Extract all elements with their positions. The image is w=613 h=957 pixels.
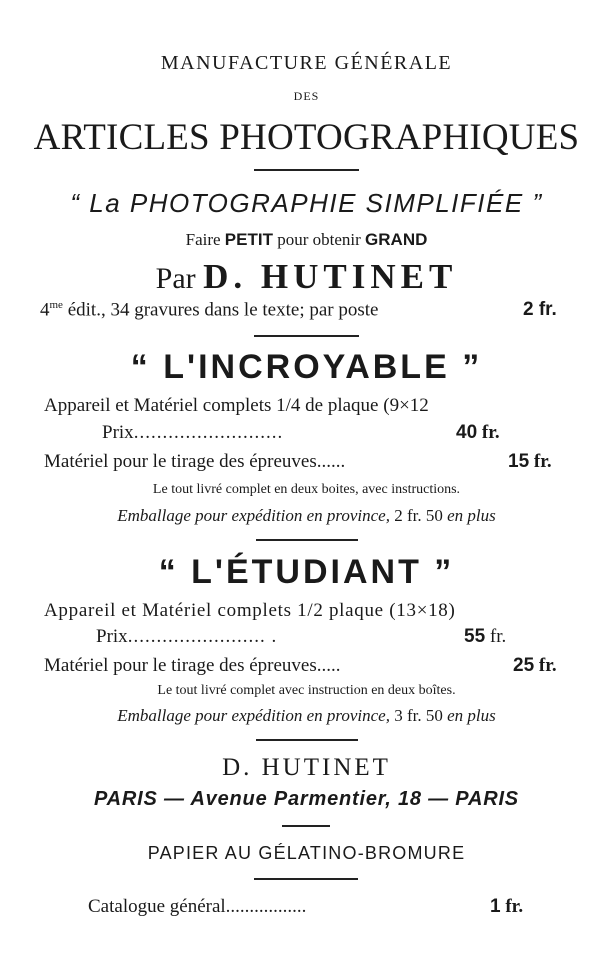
etudiant-tirage-label: Matériel pour le tirage des épreuves..... [44, 655, 341, 676]
edition-num: 4 [40, 299, 50, 321]
etudiant-ship-text: Emballage pour expédition en province, [117, 706, 390, 725]
divider [256, 739, 358, 741]
etudiant-ship-price: 3 fr. 50 [394, 706, 443, 725]
etudiant-prix-dots: ........................ . [127, 626, 278, 647]
incroyable-prix-unit: fr. [481, 422, 500, 443]
etudiant-tirage [513, 655, 557, 677]
incroyable-prix [456, 422, 500, 444]
incroyable-prix-label [102, 422, 283, 444]
book-price-value: 2 fr. [523, 299, 557, 320]
incroyable-title: “ L'INCROYABLE ” [130, 348, 483, 386]
book-quote-open: “ [70, 188, 81, 218]
catalogue-value: 1 [490, 896, 501, 917]
etudiant-prix-text: Prix [96, 626, 128, 647]
incroyable-ship-price: 2 fr. 50 [394, 506, 443, 525]
incroyable-ship-suffix: en plus [447, 506, 496, 525]
incroyable-tirage-value: 15 [508, 451, 530, 472]
book-edition [40, 299, 378, 321]
etudiant-prix-label [96, 626, 277, 648]
incroyable-note: Le tout livré complet en deux boites, avec instructions. [152, 482, 461, 497]
divider [256, 539, 358, 541]
catalogue-price [490, 896, 523, 918]
catalogue-unit: fr. [505, 896, 524, 917]
edition-sup: me [49, 299, 63, 311]
divider [282, 825, 330, 827]
book-title [0, 188, 613, 219]
edition-text: édit., 34 gravures dans le texte; par poste [67, 299, 379, 321]
header-title: ARTICLES PHOTOGRAPHIQUES [33, 117, 580, 158]
etudiant-desc: Appareil et Matériel complets 1/2 plaque (13×18) [44, 600, 456, 621]
incroyable-tirage-unit: fr. [533, 451, 552, 472]
header-line2: DES [293, 89, 320, 103]
tagline-petit: PETIT [224, 230, 273, 249]
incroyable-prix-value: 40 [456, 422, 478, 443]
divider [254, 335, 359, 337]
etudiant-note: Le tout livré complet avec instruction en deux boîtes. [157, 683, 456, 698]
book-price [523, 299, 557, 321]
etudiant-tirage-value: 25 [513, 655, 535, 676]
etudiant-tirage-unit: fr. [538, 655, 557, 676]
incroyable-shipping [0, 506, 613, 526]
etudiant-ship-suffix: en plus [447, 706, 496, 725]
author-name: D. HUTINET [203, 257, 458, 296]
incroyable-ship-text: Emballage pour expédition en province, [117, 506, 390, 525]
incroyable-tirage [508, 451, 552, 473]
book-quote-close: ” [532, 188, 543, 218]
incroyable-tirage-label: Matériel pour le tirage des épreuves...... [44, 451, 346, 472]
header-line1: MANUFACTURE GÉNÉRALE [160, 52, 453, 74]
book-title-text: La PHOTOGRAPHIE SIMPLIFIÉE [89, 188, 524, 218]
etudiant-prix-value: 55 [464, 626, 486, 647]
book-tagline [0, 230, 613, 250]
papier-line: PAPIER AU GÉLATINO-BROMURE [147, 843, 466, 863]
divider [254, 169, 359, 171]
author-by: Par [155, 262, 196, 295]
incroyable-prix-dots: .......................... [133, 422, 284, 443]
footer-name: D. HUTINET [222, 754, 391, 781]
incroyable-prix-text: Prix [102, 422, 134, 443]
tagline-pre: Faire [185, 230, 221, 249]
catalogue-label: Catalogue général................. [88, 896, 307, 917]
tagline-grand: GRAND [365, 230, 428, 249]
etudiant-shipping [0, 706, 613, 726]
book-author-line [0, 257, 613, 297]
etudiant-title: “ L'ÉTUDIANT ” [158, 553, 455, 591]
divider [254, 878, 358, 880]
etudiant-prix-unit: fr. [489, 626, 507, 647]
tagline-mid: pour obtenir [277, 230, 361, 249]
etudiant-prix [464, 626, 506, 648]
incroyable-desc: Appareil et Matériel complets 1/4 de plaque (9×12 [44, 395, 429, 416]
footer-address: PARIS — Avenue Parmentier, 18 — PARIS [94, 788, 519, 810]
